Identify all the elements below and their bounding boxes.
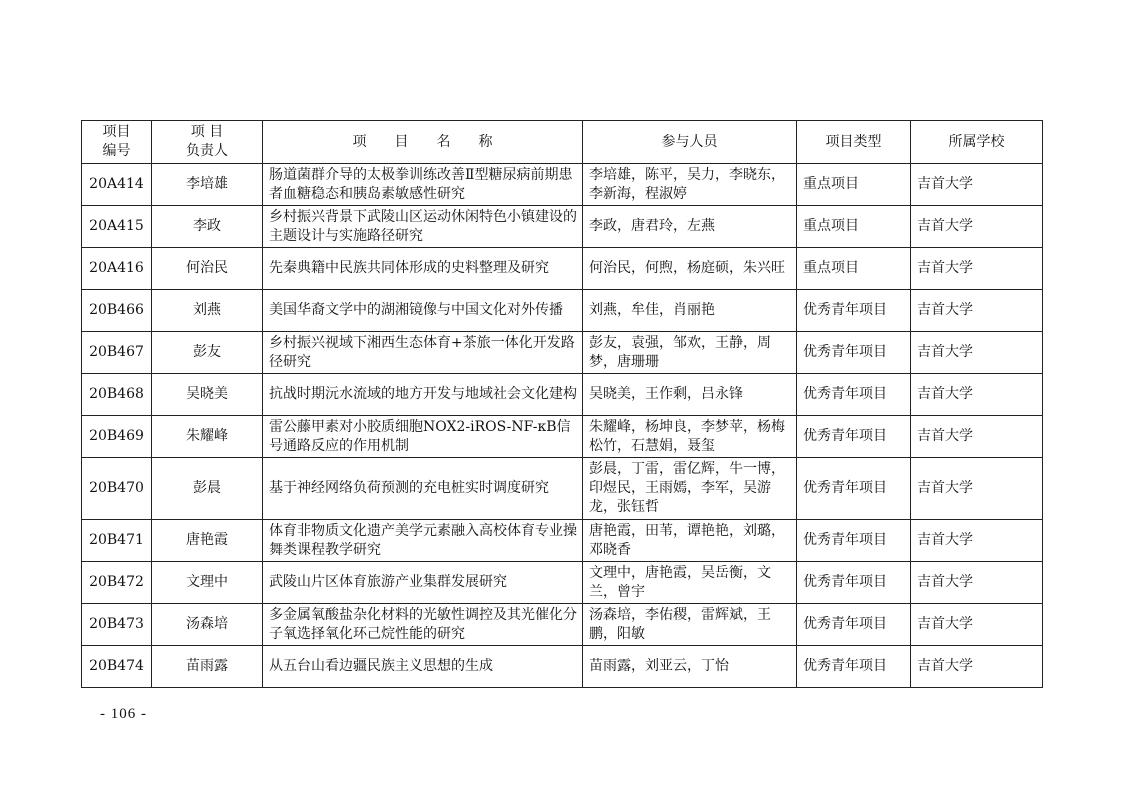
cell-project-type: 重点项目: [797, 206, 911, 248]
cell-project-id: 20B468: [82, 374, 152, 416]
header-school: [911, 121, 1043, 164]
cell-project-name: 从五台山看边疆民族主义思想的生成: [263, 646, 583, 688]
header-project-type: [797, 121, 911, 164]
cell-project-type: 优秀青年项目: [797, 332, 911, 374]
table-row: [82, 458, 1043, 520]
header-project-name: [263, 121, 583, 164]
cell-members: 汤森培，李佑稷，雷辉斌，王鹏，阳敏: [583, 604, 797, 646]
table-row: [82, 206, 1043, 248]
table-row: [82, 520, 1043, 562]
projects-table: [81, 120, 1043, 688]
cell-school: 吉首大学: [911, 604, 1043, 646]
header-leader-label: 项 目 负责人: [186, 124, 228, 159]
cell-members: 唐艳霞，田苇，谭艳艳，刘璐，邓晓香: [583, 520, 797, 562]
cell-project-id: 20B467: [82, 332, 152, 374]
header-project-type-label: 项目类型: [825, 133, 882, 150]
cell-school: 吉首大学: [911, 332, 1043, 374]
cell-members: 朱耀峰，杨坤良，李梦苹，杨梅松竹，石慧娟，聂玺: [583, 416, 797, 458]
cell-members: 李政，唐君玲，左燕: [583, 206, 797, 248]
cell-leader: 李培雄: [152, 164, 263, 206]
cell-project-name: 武陵山片区体育旅游产业集群发展研究: [263, 562, 583, 604]
header-project-id: [82, 121, 152, 164]
cell-project-name: 肠道菌群介导的太极拳训练改善Ⅱ型糖尿病前期患者血糖稳态和胰岛素敏感性研究: [263, 164, 583, 206]
cell-project-type: 优秀青年项目: [797, 520, 911, 562]
cell-project-id: 20B471: [82, 520, 152, 562]
cell-members: 李培雄，陈平，吴力，李晓东，李新海，程淑婷: [583, 164, 797, 206]
header-members-label: 参与人员: [661, 133, 718, 150]
cell-project-name: 雷公藤甲素对小胶质细胞NOX2-iROS-NF-κB信号通路反应的作用机制: [263, 416, 583, 458]
cell-project-name: 基于神经网络负荷预测的充电桩实时调度研究: [263, 458, 583, 520]
cell-project-name: 乡村振兴背景下武陵山区运动休闲特色小镇建设的主题设计与实施路径研究: [263, 206, 583, 248]
table-row: [82, 332, 1043, 374]
cell-members: 彭友，袁强，邹欢，王静，周梦，唐珊珊: [583, 332, 797, 374]
cell-school: 吉首大学: [911, 416, 1043, 458]
cell-project-type: 重点项目: [797, 248, 911, 290]
cell-project-type: 优秀青年项目: [797, 416, 911, 458]
header-project-name-label: 项 目 名 称: [352, 133, 493, 150]
cell-project-id: 20A414: [82, 164, 152, 206]
header-school-label: 所属学校: [948, 133, 1005, 150]
cell-project-id: 20A415: [82, 206, 152, 248]
cell-project-name: 体育非物质文化遗产美学元素融入高校体育专业操舞类课程教学研究: [263, 520, 583, 562]
cell-leader: 唐艳霞: [152, 520, 263, 562]
cell-project-id: 20B470: [82, 458, 152, 520]
cell-members: 刘燕，牟佳，肖丽艳: [583, 290, 797, 332]
cell-leader: 彭晨: [152, 458, 263, 520]
cell-project-id: 20B466: [82, 290, 152, 332]
cell-school: 吉首大学: [911, 206, 1043, 248]
cell-leader: 苗雨露: [152, 646, 263, 688]
table-header-row: [82, 121, 1043, 164]
cell-project-name: 抗战时期沅水流域的地方开发与地域社会文化建构: [263, 374, 583, 416]
cell-project-type: 优秀青年项目: [797, 562, 911, 604]
cell-project-id: 20B472: [82, 562, 152, 604]
cell-project-type: 优秀青年项目: [797, 646, 911, 688]
cell-members: 彭晨，丁雷，雷亿辉，牛一博，印煜民，王雨嫣，李军，吴游龙，张钰哲: [583, 458, 797, 520]
cell-members: 文理中，唐艳霞，吴岳衡，文兰，曾宇: [583, 562, 797, 604]
cell-school: 吉首大学: [911, 290, 1043, 332]
cell-leader: 彭友: [152, 332, 263, 374]
cell-leader: 文理中: [152, 562, 263, 604]
cell-school: 吉首大学: [911, 520, 1043, 562]
cell-project-id: 20A416: [82, 248, 152, 290]
cell-project-name: 美国华裔文学中的湖湘镜像与中国文化对外传播: [263, 290, 583, 332]
cell-project-name: 多金属氧酸盐杂化材料的光敏性调控及其光催化分子氧选择氧化环己烷性能的研究: [263, 604, 583, 646]
cell-project-id: 20B473: [82, 604, 152, 646]
cell-leader: 李政: [152, 206, 263, 248]
table-row: [82, 248, 1043, 290]
cell-project-type: 优秀青年项目: [797, 458, 911, 520]
table-row: [82, 164, 1043, 206]
cell-school: 吉首大学: [911, 646, 1043, 688]
cell-leader: 何治民: [152, 248, 263, 290]
table-row: [82, 416, 1043, 458]
cell-school: 吉首大学: [911, 374, 1043, 416]
header-leader: [152, 121, 263, 164]
cell-school: 吉首大学: [911, 562, 1043, 604]
cell-members: 何治民，何煦，杨庭硕，朱兴旺: [583, 248, 797, 290]
header-project-id-label: 项目 编号: [102, 124, 131, 159]
cell-project-name: 先秦典籍中民族共同体形成的史料整理及研究: [263, 248, 583, 290]
cell-leader: 汤森培: [152, 604, 263, 646]
cell-project-type: 优秀青年项目: [797, 374, 911, 416]
cell-project-name: 乡村振兴视域下湘西生态体育+茶旅一体化开发路径研究: [263, 332, 583, 374]
cell-members: 吴晓美，王作剩，吕永锋: [583, 374, 797, 416]
table-row: [82, 604, 1043, 646]
table-row: [82, 374, 1043, 416]
cell-school: 吉首大学: [911, 164, 1043, 206]
table-row: [82, 646, 1043, 688]
cell-project-type: 重点项目: [797, 164, 911, 206]
cell-leader: 朱耀峰: [152, 416, 263, 458]
cell-project-type: 优秀青年项目: [797, 290, 911, 332]
cell-school: 吉首大学: [911, 248, 1043, 290]
cell-school: 吉首大学: [911, 458, 1043, 520]
cell-project-id: 20B469: [82, 416, 152, 458]
table-row: [82, 562, 1043, 604]
cell-leader: 刘燕: [152, 290, 263, 332]
cell-project-id: 20B474: [82, 646, 152, 688]
cell-leader: 吴晓美: [152, 374, 263, 416]
header-members: [583, 121, 797, 164]
page-number: - 106 -: [100, 706, 147, 722]
table-row: [82, 290, 1043, 332]
cell-project-type: 优秀青年项目: [797, 604, 911, 646]
cell-members: 苗雨露，刘亚云，丁怡: [583, 646, 797, 688]
